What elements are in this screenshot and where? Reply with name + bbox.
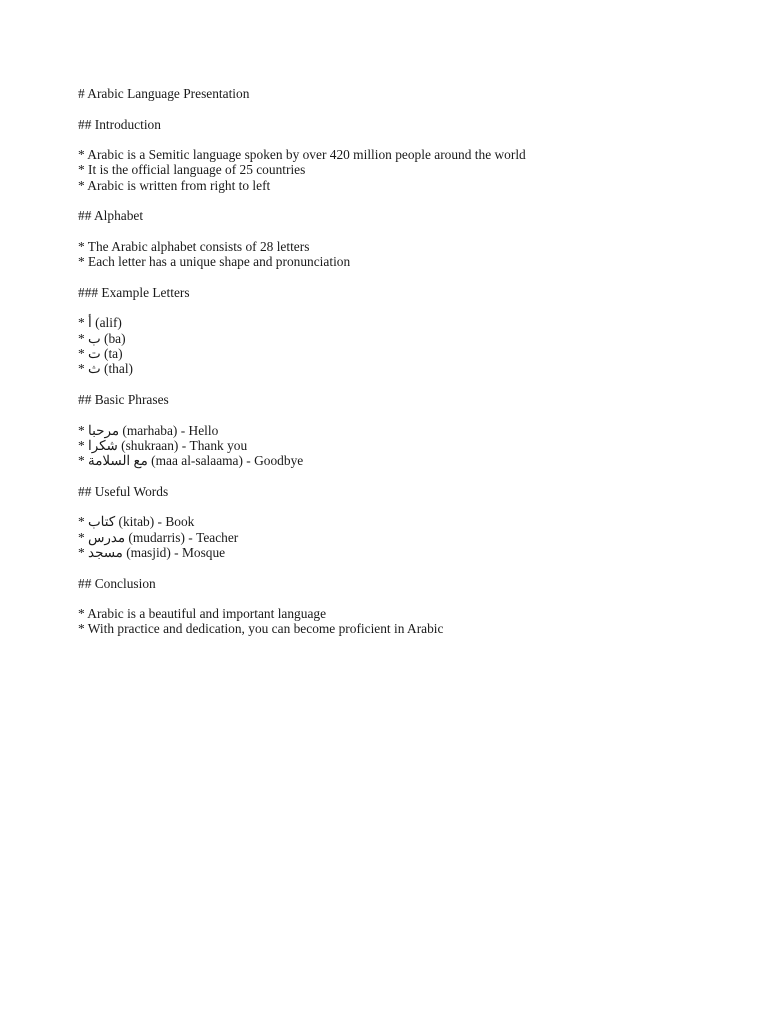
subsection-heading-example-letters: ### Example Letters — [78, 284, 190, 300]
arabic-text: مسجد — [88, 544, 123, 560]
document-page — [78, 86, 718, 637]
spacer — [78, 101, 718, 116]
item-text: (kitab) - Book — [115, 514, 195, 530]
bullet: * — [78, 544, 89, 560]
list-item — [78, 530, 718, 545]
item-text: (thal) — [100, 361, 134, 377]
bullet: * — [78, 529, 89, 545]
item-text: (shukraan) - Thank you — [117, 437, 248, 453]
section-heading-basic-phrases: ## Basic Phrases — [78, 391, 169, 407]
section-heading-introduction: ## Introduction — [78, 116, 161, 132]
list-item — [78, 361, 718, 376]
spacer — [78, 132, 718, 147]
item-text: (masjid) - Mosque — [122, 544, 226, 560]
arabic-text: ب — [88, 330, 101, 346]
bullet: * — [78, 453, 89, 469]
arabic-text: مرحبا — [88, 422, 120, 438]
section-heading-conclusion: ## Conclusion — [78, 575, 156, 591]
bullet: * — [78, 514, 89, 530]
bullet: * — [78, 330, 89, 346]
list-item: * Arabic is written from right to left — [78, 177, 271, 193]
item-text: (marhaba) - Hello — [119, 422, 219, 438]
spacer — [78, 270, 718, 285]
list-item — [78, 315, 718, 330]
bullet: * — [78, 422, 89, 438]
bullet: * — [78, 346, 89, 362]
list-item: * It is the official language of 25 countries — [78, 162, 306, 178]
list-item: * Each letter has a unique shape and pronunciation — [78, 254, 351, 270]
section-heading-alphabet: ## Alphabet — [78, 208, 144, 224]
spacer — [78, 591, 718, 606]
arabic-text: أ — [88, 315, 92, 331]
list-item: * Arabic is a Semitic language spoken by over 420 million people around the world — [78, 147, 526, 163]
list-item — [78, 438, 718, 453]
arabic-text: مدرس — [88, 529, 126, 545]
list-item — [78, 453, 718, 468]
list-item — [78, 331, 718, 346]
arabic-text: ت — [88, 346, 101, 362]
arabic-text: مع السلامة — [88, 453, 148, 469]
spacer — [78, 499, 718, 514]
list-item — [78, 346, 718, 361]
list-item: * The Arabic alphabet consists of 28 letters — [78, 238, 310, 254]
item-text: (mudarris) - Teacher — [125, 529, 239, 545]
item-text: (ta) — [100, 346, 123, 362]
bullet: * — [78, 361, 89, 377]
bullet: * — [78, 315, 89, 331]
spacer — [78, 300, 718, 315]
spacer — [78, 377, 718, 392]
arabic-text: كتاب — [88, 514, 116, 530]
list-item — [78, 514, 718, 529]
bullet: * — [78, 437, 89, 453]
document-title: # Arabic Language Presentation — [78, 86, 250, 101]
arabic-text: شكرا — [88, 437, 118, 453]
spacer — [78, 224, 718, 239]
spacer — [78, 560, 718, 575]
section-heading-useful-words: ## Useful Words — [78, 483, 169, 499]
item-text: (maa al-salaama) - Goodbye — [147, 453, 304, 469]
spacer — [78, 407, 718, 422]
spacer — [78, 193, 718, 208]
list-item — [78, 545, 718, 560]
list-item: * Arabic is a beautiful and important language — [78, 606, 327, 622]
list-item: * With practice and dedication, you can become proficient in Arabic — [78, 621, 444, 637]
item-text: (alif) — [91, 315, 122, 331]
spacer — [78, 468, 718, 483]
item-text: (ba) — [100, 330, 126, 346]
list-item — [78, 423, 718, 438]
arabic-text: ث — [88, 361, 101, 377]
